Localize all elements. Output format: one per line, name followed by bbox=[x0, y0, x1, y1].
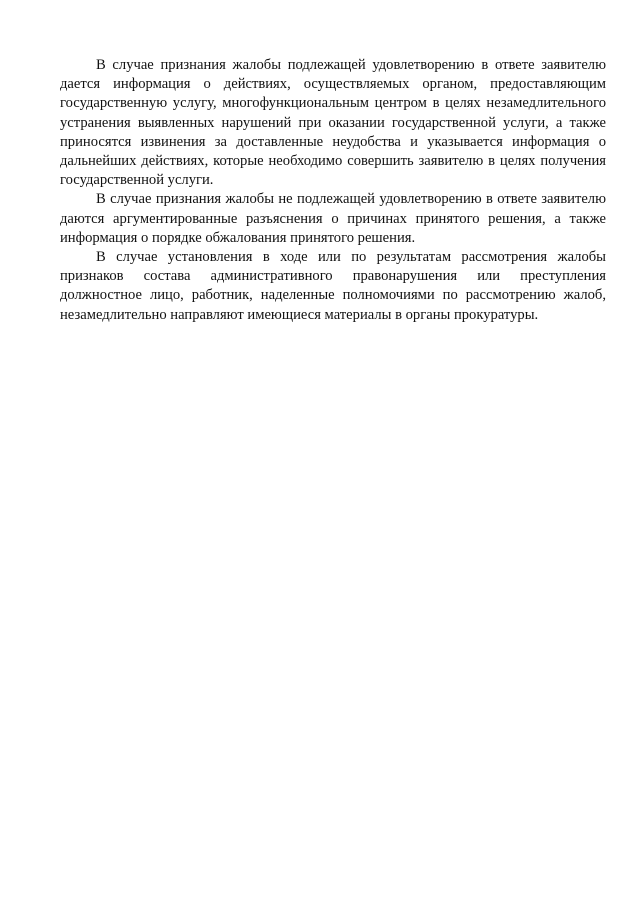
paragraph-positive-decision: В случае признания жалобы подлежащей удовлетворению в ответе заявителю дается информация о действиях, осуществляемых органом, предоставляющим государственную услугу, многофункциональным центром в целях незамедлительного устранения выявленных нарушений при оказании государственной услуги, а также приносятся извинения за доставленные неудобства и указывается информация о дальнейших действиях, которые необходимо совершить заявителю в целях получения государственной услуги. bbox=[60, 57, 606, 189]
document-page bbox=[60, 56, 606, 325]
paragraph-negative-decision: В случае признания жалобы не подлежащей удовлетворению в ответе заявителю даются аргументированные разъяснения о причинах принятого решения, а также информация о порядке обжалования принятого решения. bbox=[60, 191, 606, 246]
paragraph-prosecution-referral: В случае установления в ходе или по результатам рассмотрения жалобы признаков состава административного правонарушения или преступления должностное лицо, работник, наделенные полномочиями по рассмотрению жалоб, незамедлительно направляют имеющиеся материалы в органы прокуратуры. bbox=[60, 249, 606, 323]
